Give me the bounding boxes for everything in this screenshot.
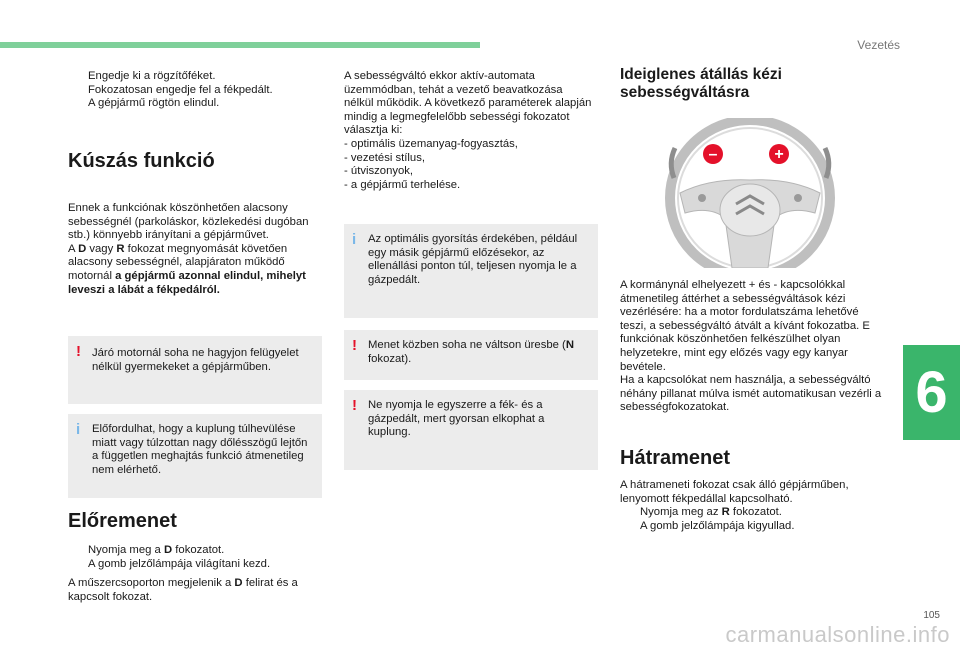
list-item: - útviszonyok, — [344, 165, 594, 179]
warning-icon: ! — [76, 343, 81, 360]
forward-title: Előremenet — [68, 510, 177, 532]
info-note: i Előfordulhat, hogy a kuplung túlhevülése miatt vagy túlzottan nagy dőlésszögű lejtőn a független meghajtás funkció átmenetileg nem elérhető. — [68, 414, 322, 498]
crawl-title: Kúszás funkció — [68, 150, 215, 172]
list-item: - vezetési stílus, — [344, 152, 594, 166]
info-icon: i — [352, 231, 357, 248]
manual-title: Ideiglenes átállás kézi sebességváltásra — [620, 66, 782, 101]
column-1 — [68, 70, 323, 111]
reverse-title: Hátramenet — [620, 447, 731, 469]
crawl-paragraph-2: A D vagy R fokozat megnyomását követően alacsony sebességnél, alapjáraton működő motornál a gépjármű azonnal elindul, mihelyt leveszi a lábát a fékpedálról. — [68, 242, 306, 296]
reverse-text — [620, 479, 882, 533]
forward-bullet: Nyomja meg a D fokozatot. — [88, 544, 225, 556]
forward-text — [68, 544, 323, 604]
intro-bullet: Fokozatosan engedje fel a fékpedált. — [88, 83, 273, 96]
warning-note-3: ! Ne nyomja le egyszerre a fék- és a gázpedált, mert gyorsan elkophat a kuplung. — [344, 390, 598, 470]
warning-icon: ! — [352, 397, 357, 414]
watermark: carmanualsonline.info — [725, 622, 950, 647]
header-accent-bar — [0, 42, 480, 48]
manual-paragraph-2: Ha a kapcsolókat nem használja, a sebességváltó néhány pillanat múlva ismét automatikusan vezérli a sebességfokozatokat. — [620, 374, 882, 414]
reverse-indent: A gomb jelzőlámpája kigyullad. — [640, 519, 795, 532]
manual-paragraph: A kormánynál elhelyezett + és - kapcsolókkal átmenetileg áttérhet a sebességváltások kézi vezérlésére: ha a motor fordulatszáma lehetővé teszi, a sebességváltó átvált a kívánt fokozatba. E funkciónak köszönhetően felkészülhet olyan helyzetekre, mint egy előzés vagy egy kanyar bevétele. — [620, 279, 870, 373]
list-item: - optimális üzemanyag-fogyasztás, — [344, 138, 594, 152]
reverse-bullet: Nyomja meg az R fokozatot. — [640, 506, 782, 519]
forward-indent: A gomb jelzőlámpája világítani kezd. — [88, 557, 271, 570]
page-number: 105 — [923, 610, 940, 621]
warning-note-2: ! Menet közben soha ne váltson üresbe (N fokozat). — [344, 330, 598, 380]
warning-icon: ! — [352, 337, 357, 354]
manual-text — [620, 279, 882, 415]
column-2 — [344, 70, 594, 192]
crawl-paragraph: Ennek a funkciónak köszönhetően alacsony sebességnél (parkoláskor, közlekedési dugóban stb.) könnyebb irányítani a gépjárművet. — [68, 202, 309, 242]
crawl-text — [68, 202, 318, 297]
auto-paragraph: A sebességváltó ekkor aktív-automata üzemmódban, tehát a vezető beavatkozása nélkül működik. A következő paraméterek alapján mindig a legmegfelelőbb sebességi fokozatot választja ki: — [344, 70, 592, 137]
manual-title-block — [620, 66, 880, 102]
forward-paragraph: A műszercsoporton megjelenik a D felirat és a kapcsolt fokozat. — [68, 577, 298, 603]
right-control-icon — [794, 194, 802, 202]
reverse-paragraph: A hátrameneti fokozat csak álló gépjárműben, lenyomott fékpedállal kapcsolható. — [620, 479, 849, 505]
intro-bullet: Engedje ki a rögzítőféket. — [88, 70, 216, 82]
steering-wheel-illustration — [650, 118, 850, 268]
parameter-list — [344, 138, 594, 192]
wheel-hub — [720, 184, 780, 236]
minus-label: – — [708, 146, 718, 163]
left-control-icon — [698, 194, 706, 202]
section-header: Vezetés — [857, 38, 900, 52]
info-note-2: i Az optimális gyorsítás érdekében, például egy másik gépjármű előzésekor, az ellenállási ponton túl, teljesen nyomja le a gázpedált. — [344, 224, 598, 318]
list-item: - a gépjármű terhelése. — [344, 179, 594, 193]
info-icon: i — [76, 421, 81, 438]
plus-label: + — [774, 146, 784, 163]
intro-indent: A gépjármű rögtön elindul. — [88, 97, 220, 110]
chapter-tab: 6 — [903, 345, 960, 440]
warning-note: ! Járó motornál soha ne hagyjon felügyelet nélkül gyermekeket a gépjárműben. — [68, 336, 322, 404]
